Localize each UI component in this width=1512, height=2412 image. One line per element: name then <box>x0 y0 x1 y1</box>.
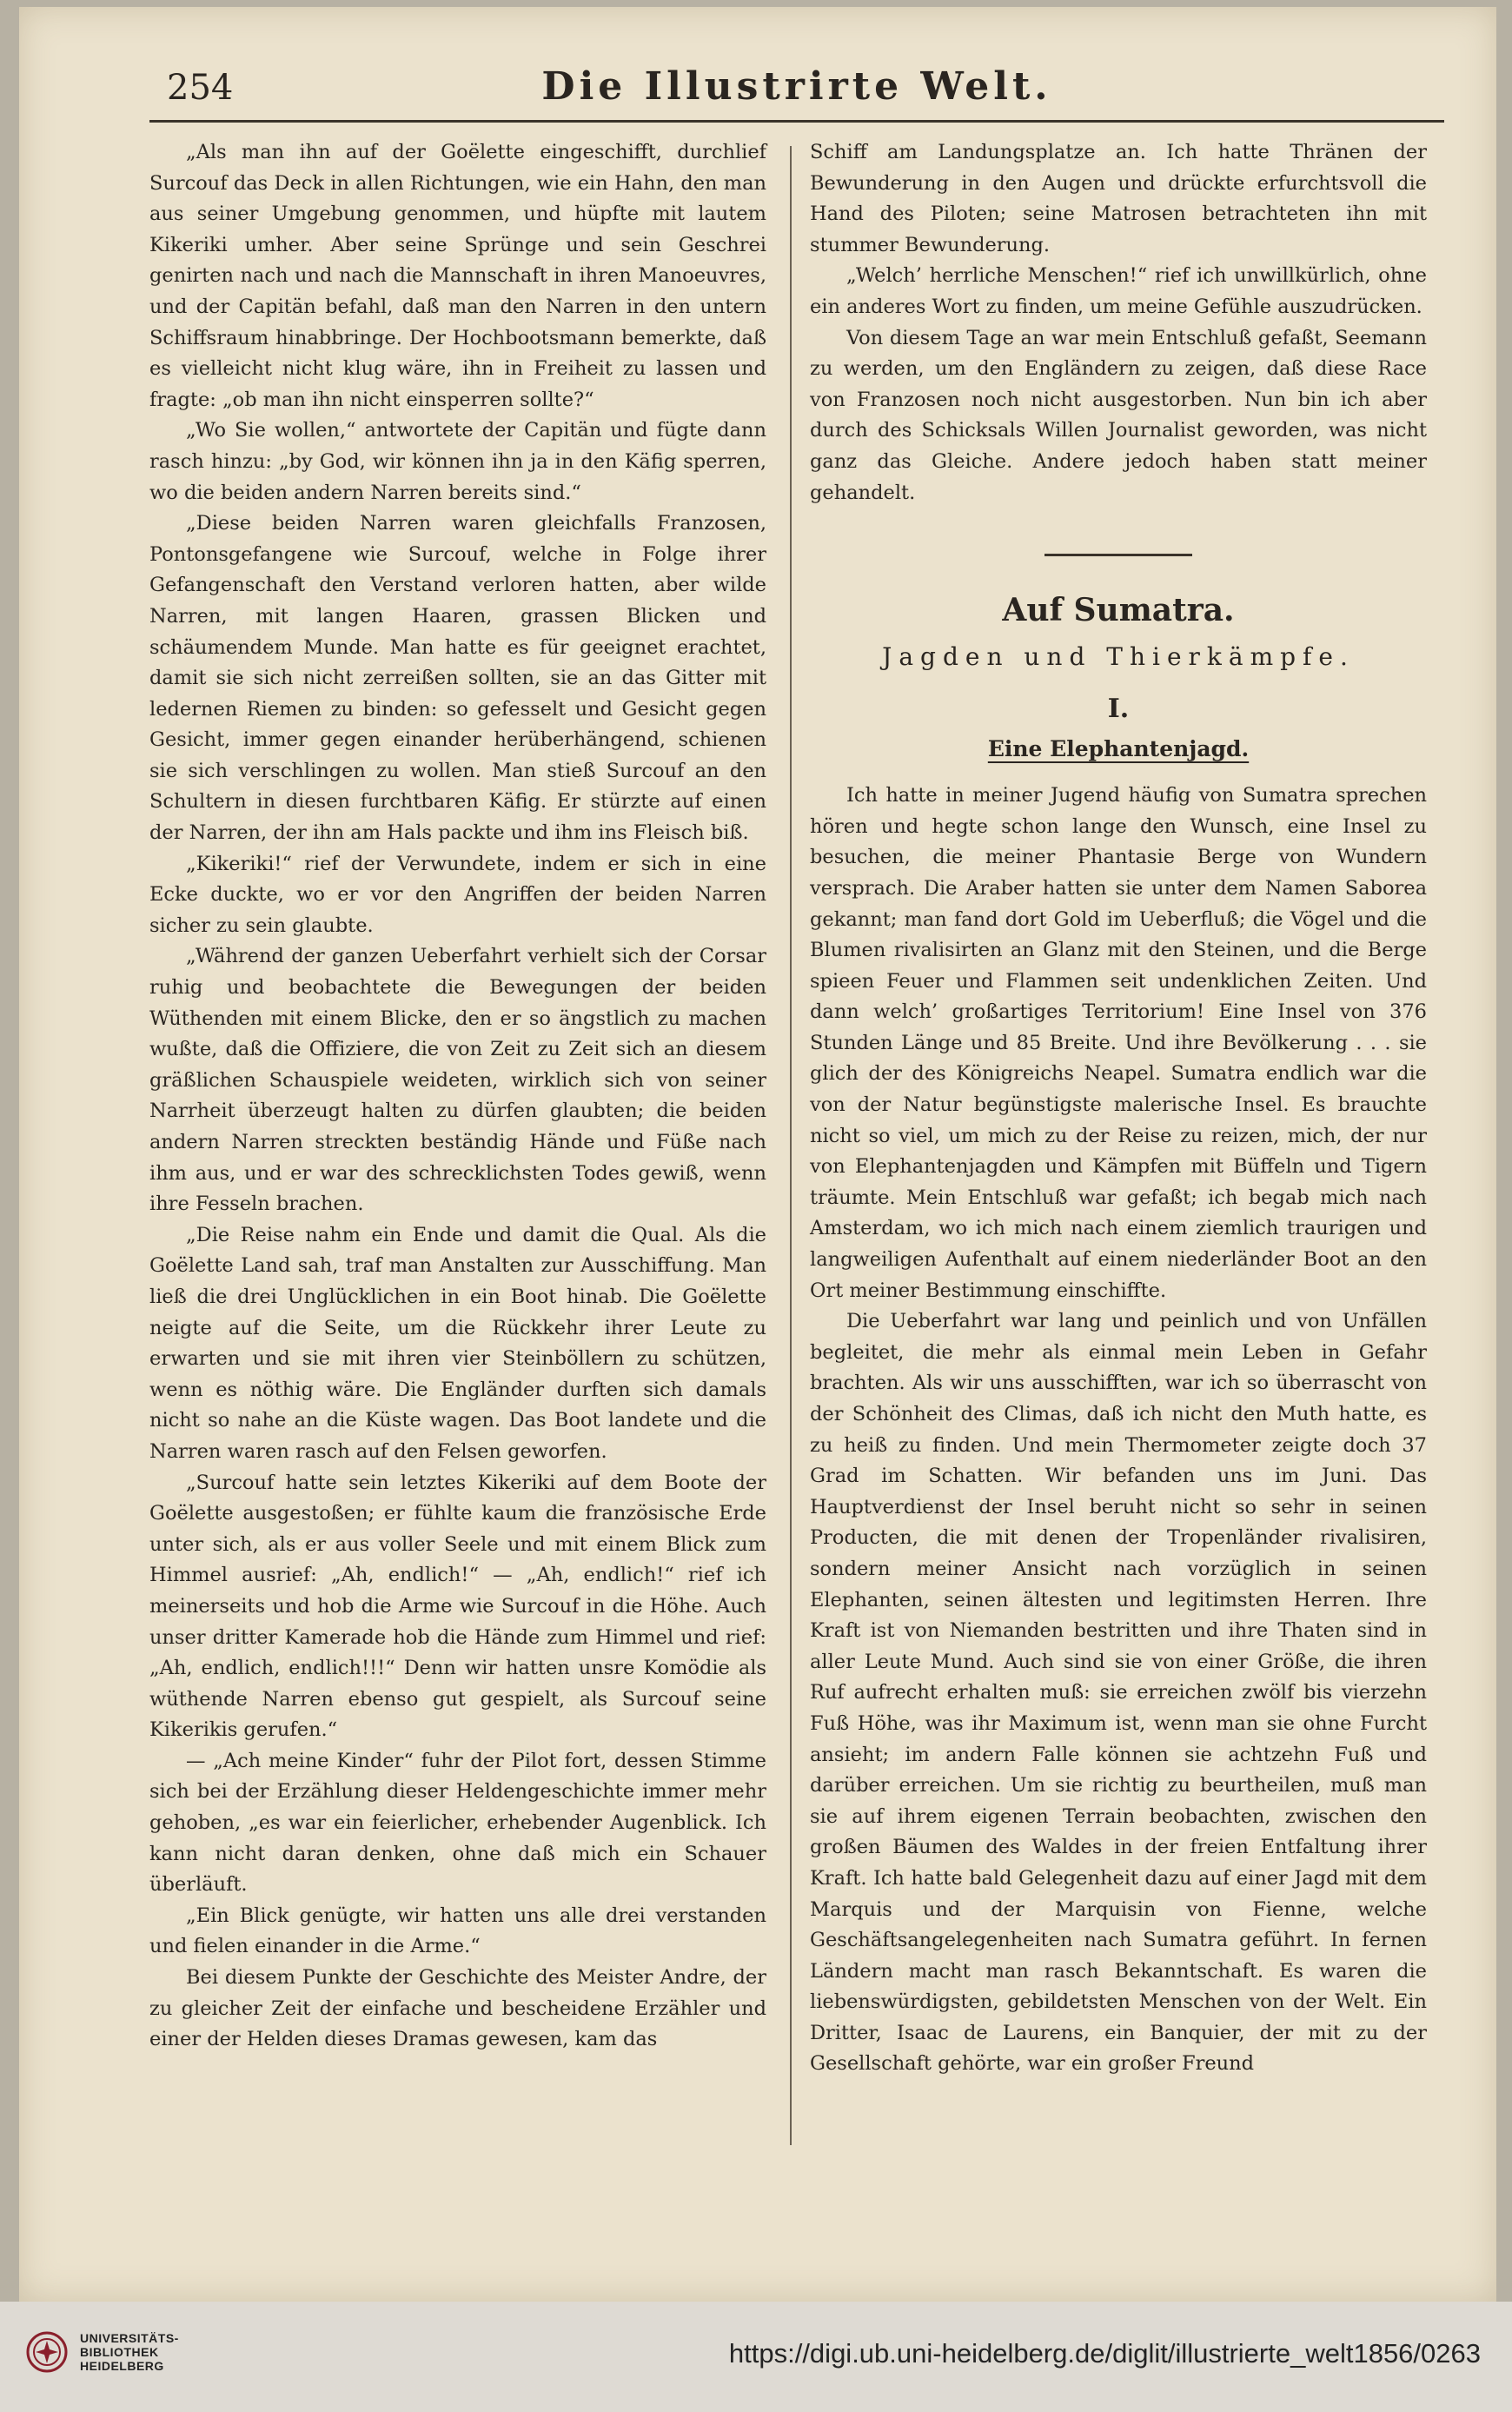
section-title: Auf Sumatra. <box>1002 592 1235 629</box>
paragraph: Ich hatte in meiner Jugend häufig von Sumatra sprechen hören und hegte schon lange den Wunsch, eine Insel zu besuchen, die meiner Phantasie Berge von Wundern versprach. Die Araber hatten sie unter dem Namen Saborea gekannt; man fand dort Gold im Ueberfluß; die Vögel und die Blumen rivalisirten an Glanz mit den Steinen, und die Berge spieen Feuer und Flammen seit undenklichen Zeiten. Und dann welch’ großartiges Territorium! Eine Insel von 376 Stunden Länge und 85 Breite. Und ihre Bevölkerung . . . sie glich der des Königreichs Neapel. Sumatra endlich war die von der Natur begünstigste malerische Insel. Es brauchte nicht so viel, um mich zu der Reise zu reizen, mich, der nur von Elephantenjagden und Kämpfen mit Büffeln und Tigern träumte. Mein Entschluß war gefaßt; ich begab mich nach Amsterdam, wo ich mich nach einem ziemlich traurigen und langweiligen Aufenthalt auf einem niederländer Boot an den Ort meiner Bestimmung einschiffte. <box>810 784 1427 1302</box>
paragraph: „Welch’ herrliche Menschen!“ rief ich unwillkürlich, ohne ein anderes Wort zu finden, um meine Gefühle auszudrücken. <box>810 264 1427 318</box>
paragraph: „Kikeriki!“ rief der Verwundete, indem er sich in eine Ecke duckte, wo er vor den Angriffen der beiden Narren sicher zu sein glaubte. <box>149 852 766 937</box>
running-title: Die Illustrirte Welt. <box>541 64 1052 109</box>
scanned-page <box>19 7 1496 2302</box>
paragraph: „Surcouf hatte sein letztes Kikeriki auf dem Boote der Goëlette ausgestoßen; er fühlte kaum die französische Erde unter sich, als er aus voller Seele und mit einem Blick zum Himmel ausrief: „Ah, endlich!“ — „Ah, endlich!“ rief ich meinerseits und hob die Arme wie Surcouf in die Höhe. Auch unser dritter Kamerade hob die Hände zum Himmel und rief: „Ah, endlich, endlich!!!“ Denn wir hatten unsre Komödie als wüthende Narren ebenso gut gespielt, als Surcouf seine Kikerikis gerufen.“ <box>149 1471 766 1742</box>
page-header <box>149 59 1444 123</box>
paragraph: „Diese beiden Narren waren gleichfalls Franzosen, Pontonsgefangene wie Surcouf, welche in Folge ihrer Gefangenschaft den Verstand verloren hatten, aber wilde Narren, mit langen Haaren, grassen Blicken und schäumendem Munde. Man hatte es für geeignet erachtet, damit sie sich nicht zerreißen sollten, sie an das Gitter mit ledernen Riemen zu binden: so gefesselt und Gesicht gegen Gesicht, immer gegen einander herüberhängend, schienen sie sich verschlingen zu wollen. Man stieß Surcouf an den Schultern in diesen furchtbaren Käfig. Er stürzte auf einen der Narren, der ihn am Hals packte und ihm ins Fleisch biß. <box>149 512 766 845</box>
paragraph: Die Ueberfahrt war lang und peinlich und von Unfällen begleitet, die mehr als einmal mein Leben in Gefahr brachten. Als wir uns ausschifften, war ich so überrascht von der Schönheit des Climas, daß ich nicht den Muth hatte, es zu heiß zu finden. Und mein Thermometer zeigte doch 37 Grad im Schatten. Wir befanden uns im Juni. Das Hauptverdienst der Insel beruht nicht so sehr in seinen Producten, die mit denen der Tropenländer rivalisiren, sondern meiner Ansicht nach vorzüglich in seinen Elephanten, seinen ältesten und legitimsten Herren. Ihre Kraft ist von Niemanden bestritten und ihre Thaten sind in aller Leute Mund. Auch sind sie von einer Größe, die ihren Ruf aufrecht erhalten muß: sie erreichen zwölf bis vierzehn Fuß Höhe, was ihr Maximum ist, wenn man sie ohne Furcht ansieht; im andern Falle können sie achtzehn Fuß und darüber erreichen. Um sie richtig zu beurtheilen, muß man sie auf ihrem eigenen Terrain beobachten, zwischen den großen Bäumen des Waldes in der freien Entfaltung ihrer Kraft. Ich hatte bald Gelegenheit dazu auf einer Jagd mit dem Marquis und der Marquisin von Fienne, welche Geschäftsangelegenheiten nach Sumatra geführt. In fernen Ländern macht man rasch Bekanntschaft. Es waren die liebenswürdigsten, gebildetsten Menschen von der Welt. Ein Dritter, Isaac de Laurens, ein Banquier, der mit zu der Gesellschaft gehörte, war ein großer Freund <box>810 1310 1427 2076</box>
paragraph: — „Ach meine Kinder“ fuhr der Pilot fort, dessen Stimme sich bei der Erzählung dieser Heldengeschichte immer mehr gehoben, „es war ein feierlicher, erhebender Augenblick. Ich kann nicht daran denken, ohne daß mich ein Schauer überläuft. <box>149 1749 766 1897</box>
viewer-footer <box>0 2302 1512 2412</box>
column-divider <box>790 146 792 2145</box>
paragraph: Von diesem Tage an war mein Entschluß gefaßt, Seemann zu werden, um den Engländern zu zeigen, daß diese Race von Franzosen noch nicht ausgestorben. Nun bin ich aber durch des Schicksals Willen Journalist geworden, was nicht ganz das Gleiche. Andere jedoch haben statt meiner gehandelt. <box>810 326 1427 504</box>
paragraph: Bei diesem Punkte der Geschichte des Meister Andre, der zu gleicher Zeit der einfache und bescheidene Erzähler und einer der Helden dieses Dramas gewesen, kam das <box>149 1966 766 2051</box>
right-column <box>810 137 1427 2080</box>
university-seal-icon <box>26 2331 68 2373</box>
page-number: 254 <box>167 68 234 108</box>
left-column <box>149 137 766 2056</box>
library-name-line: HEIDELBERG <box>80 2359 164 2373</box>
chapter-title: Eine Elephantenjagd. <box>987 736 1250 762</box>
paragraph: „Wo Sie wollen,“ antwortete der Capitän und fügte dann rasch hinzu: „by God, wir können ihn ja in den Käfig sperren, wo die beiden andern Narren bereits sind.“ <box>149 419 766 504</box>
paragraph-continuation: Schiff am Landungsplatze an. Ich hatte Thränen der Bewunderung in den Augen und drückte erfurchtsvoll die Hand des Piloten; seine Matrosen betrachteten ihn mit stummer Bewunderung. <box>810 141 1427 256</box>
section-divider <box>1044 554 1192 556</box>
chapter-number: I. <box>1107 694 1130 725</box>
library-name <box>80 2331 179 2373</box>
paragraph: „Die Reise nahm ein Ende und damit die Qual. Als die Goëlette Land sah, traf man Anstalten zur Ausschiffung. Man ließ die drei Unglücklichen in ein Boot hinab. Die Goëlette neigte auf die Seite, um die Rückkehr ihrer Leute zu erwarten und sie mit ihren vier Steinböllern zu schützen, wenn es nöthig wäre. Die Engländer durften sich damals nicht so nahe an die Küste wagen. Das Boot landete und die Narren waren rasch auf den Felsen geworfen. <box>149 1223 766 1463</box>
paragraph: „Als man ihn auf der Goëlette eingeschifft, durchlief Surcouf das Deck in allen Richtungen, wie ein Hahn, den man aus seiner Umgebung genommen, und hüpfte mit lautem Kikeriki umher. Aber seine Sprünge und sein Geschrei genirten nach und nach die Mannschaft in ihren Manoeuvres, und der Capitän befahl, daß man den Narren in den untern Schiffsraum hinabbringe. Der Hochbootsmann bemerkte, daß es vielleicht nicht klug wäre, ihn in Freiheit zu lassen und fragte: „ob man ihn nicht einsperren sollte?“ <box>149 141 766 411</box>
paragraph: „Während der ganzen Ueberfahrt verhielt sich der Corsar ruhig und beobachtete die Bewegungen der beiden Wüthenden mit einem Blicke, den er so ängstlich zu machen wußte, daß die Offiziere, die von Zeit zu Zeit sich an diesem gräßlichen Schauspiele weideten, wirklich sich von seiner Narrheit überzeugt halten zu dürfen glaubten; die beiden andern Narren streckten beständig Hände und Füße nach ihm aus, und er war des schrecklichsten Todes gewiß, wenn ihre Fesseln brachen. <box>149 945 766 1216</box>
library-name-line: BIBLIOTHEK <box>80 2345 159 2359</box>
library-name-line: UNIVERSITÄTS- <box>80 2331 179 2345</box>
source-url-link[interactable]: https://digi.ub.uni-heidelberg.de/diglit/illustrierte_welt1856/0263 <box>728 2338 1481 2369</box>
paragraph: „Ein Blick genügte, wir hatten uns alle drei verstanden und fielen einander in die Arme.“ <box>149 1904 766 1958</box>
section-subtitle: Jagden und Thierkämpfe. <box>882 642 1355 672</box>
